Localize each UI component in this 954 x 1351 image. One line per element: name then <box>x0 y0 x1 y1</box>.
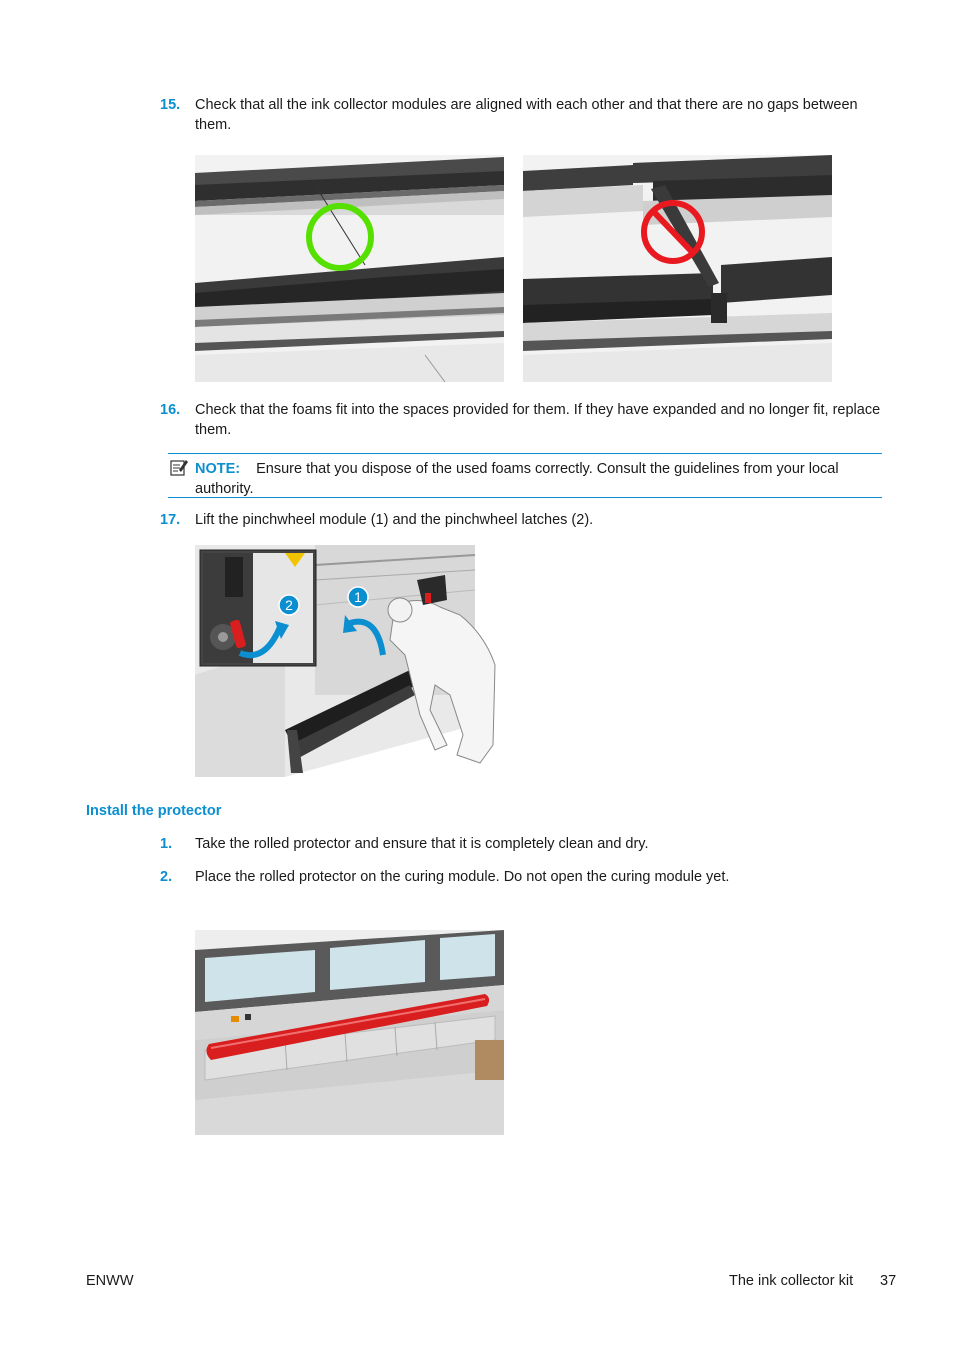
step-number: 16. <box>160 402 181 418</box>
footer-page-number: 37 <box>880 1273 897 1289</box>
figure-misaligned-modules <box>523 155 832 382</box>
note-text: Ensure that you dispose of the used foams correctly. Consult the guidelines from your local authority. <box>195 461 839 497</box>
step-text: Check that all the ink collector modules are aligned with each other and that there are no gaps between them. <box>195 97 858 133</box>
figure-aligned-modules <box>195 155 504 382</box>
step-text: Place the rolled protector on the curing module. Do not open the curing module yet. <box>195 869 730 885</box>
figure-lift-pinchwheel <box>195 545 500 777</box>
footer-left: ENWW <box>86 1273 134 1289</box>
section-title: Install the protector <box>86 803 222 819</box>
step-number: 1. <box>160 836 173 852</box>
figure-rolled-protector <box>195 930 504 1135</box>
callout-2: 2 <box>285 597 293 613</box>
note-icon <box>170 458 188 476</box>
footer-chapter: The ink collector kit <box>729 1273 854 1289</box>
note-label: NOTE: <box>195 461 241 477</box>
step-number: 15. <box>160 97 181 113</box>
step-text: Check that the foams fit into the spaces provided for them. If they have expanded and no longer fit, replace them. <box>195 402 881 438</box>
callout-1: 1 <box>354 589 362 605</box>
note-box <box>168 453 882 498</box>
step-number: 2. <box>160 869 173 885</box>
step-text: Take the rolled protector and ensure that it is completely clean and dry. <box>195 836 649 852</box>
step-text: Lift the pinchwheel module (1) and the pinchwheel latches (2). <box>195 512 594 528</box>
note-body <box>195 459 875 499</box>
step-number: 17. <box>160 512 181 528</box>
